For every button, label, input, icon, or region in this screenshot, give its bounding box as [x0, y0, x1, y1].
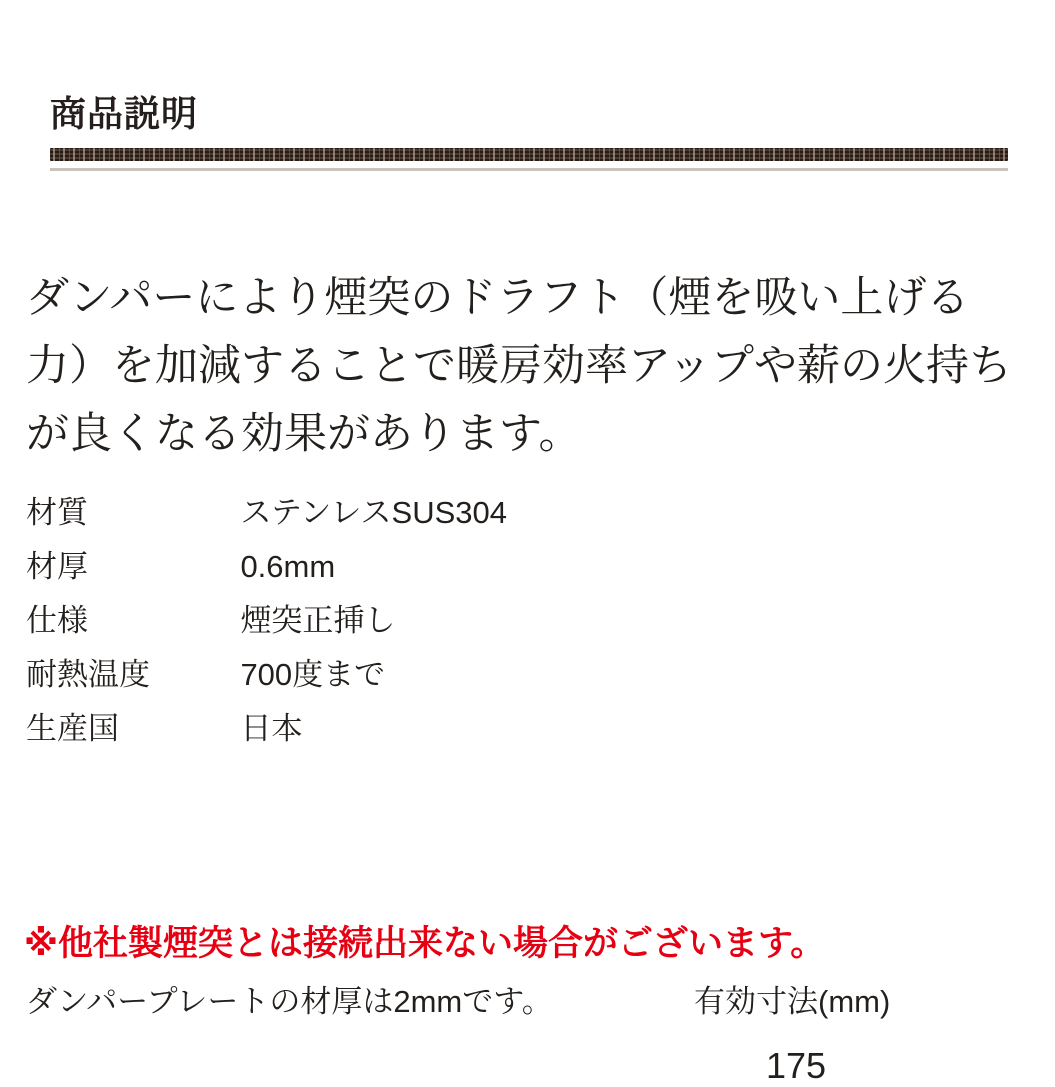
spec-value: 日本 — [240, 711, 303, 746]
spec-key: 耐熱温度 — [26, 657, 150, 692]
spec-key: 材質 — [26, 495, 88, 530]
spec-key: 仕様 — [26, 603, 88, 638]
spec-value: 700度まで — [240, 657, 386, 692]
table-row — [26, 605, 726, 659]
table-row — [26, 497, 726, 551]
effective-dimension-value: 175 — [766, 1045, 827, 1086]
table-row — [26, 659, 726, 713]
specification-table — [26, 497, 726, 767]
warning-note: ※他社製煙突とは接続出来ない場合がございます。 — [24, 924, 826, 963]
table-row — [26, 713, 726, 767]
effective-dimension-label: 有効寸法(mm) — [694, 984, 891, 1019]
divider-thin-rule — [50, 168, 1008, 171]
spec-key: 材厚 — [26, 549, 88, 584]
spec-value: 0.6mm — [240, 549, 336, 584]
decorative-divider — [50, 148, 1008, 178]
table-row — [26, 551, 726, 605]
page-title: 商品説明 — [50, 92, 199, 134]
spec-key: 生産国 — [26, 711, 119, 746]
description-paragraph: ダンパーにより煙突のドラフト（煙を吸い上げる力）を加減することで暖房効率アップや薪の火持ちが良くなる効果があります。 — [26, 274, 1012, 458]
divider-texture-bar — [50, 148, 1008, 161]
plate-thickness-note: ダンパープレートの材厚は2mmです。 — [26, 984, 553, 1019]
spec-value: ステンレスSUS304 — [240, 495, 508, 530]
spec-value: 煙突正挿し — [240, 603, 396, 638]
